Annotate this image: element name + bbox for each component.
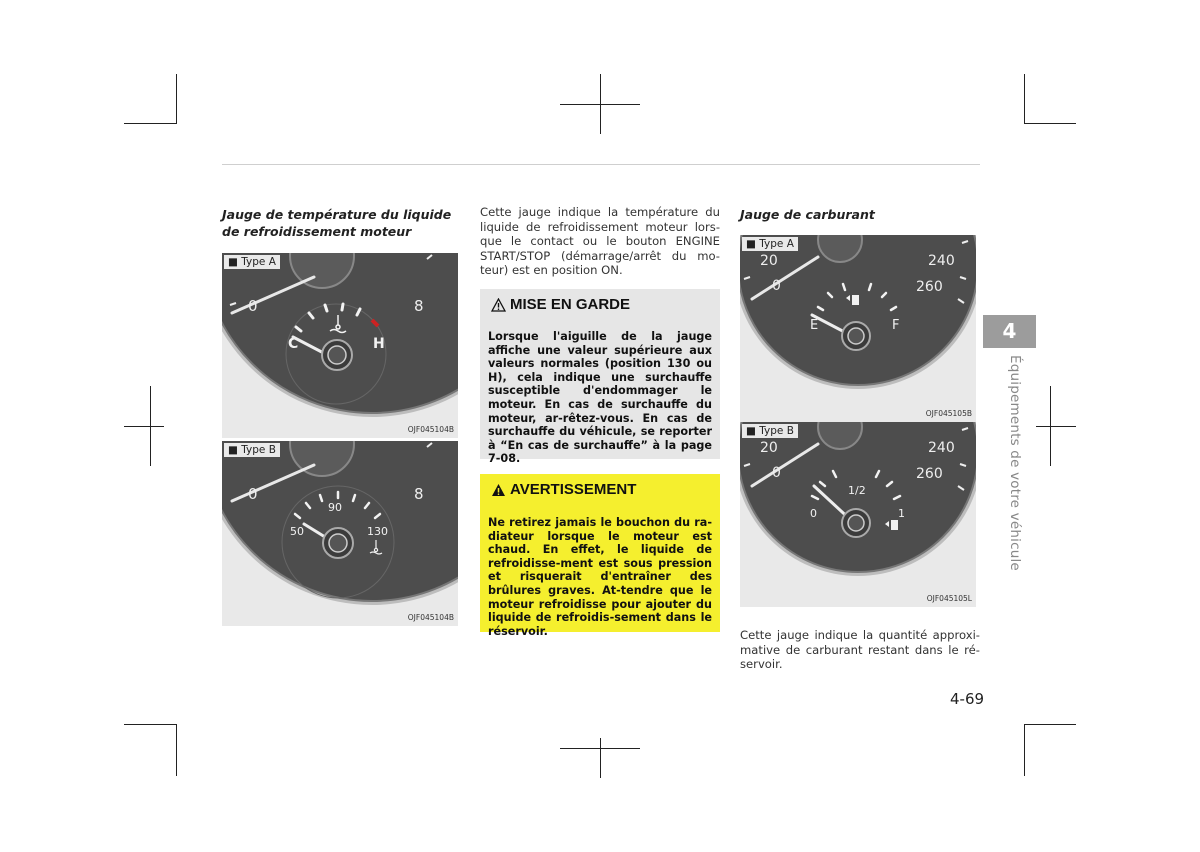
crop-mark [560, 104, 640, 105]
outer-scale-label: 260 [916, 279, 943, 295]
warning-triangle-icon [491, 483, 506, 497]
caution-triangle-icon [491, 298, 506, 312]
crop-mark [124, 724, 176, 725]
coolant-gauge-illustration [222, 441, 458, 626]
coolant-gauge-figure-type-b [222, 441, 458, 626]
crop-mark [176, 74, 177, 124]
crop-mark [1036, 426, 1076, 427]
warning-box [480, 474, 720, 638]
inner-scale-label: H [373, 336, 385, 352]
figure-type-label: ■ Type A [742, 237, 798, 251]
warning-text: Ne retirez jamais le bouchon du ra-diateur lorsque le moteur est chaud. En effet, le liquide de refroidisse-ment est sous pression et risquerait d'entraîner des brûlures graves. At-tendre que le moteur refroidisse pour ajouter du liquide de refroidis-sement dans le réservoir. [488, 516, 712, 638]
outer-scale-label: 240 [928, 253, 955, 269]
crop-mark [124, 426, 164, 427]
crop-mark [560, 748, 640, 749]
figure-type-label: ■ Type A [224, 255, 280, 269]
warning-title: AVERTISSEMENT [510, 481, 637, 498]
header-rule [222, 164, 980, 165]
outer-scale-label: 0 [772, 278, 781, 294]
outer-scale-label: 0 [248, 297, 258, 315]
crop-mark [600, 738, 601, 778]
outer-scale-label: 8 [414, 297, 424, 315]
crop-mark [1024, 724, 1025, 776]
figure-code: OJF045104B [407, 425, 454, 434]
fuel-gauge-heading: Jauge de carburant [740, 207, 875, 222]
outer-scale-label: 0 [772, 465, 781, 481]
crop-mark [124, 123, 176, 124]
fuel-gauge-illustration [740, 235, 976, 422]
crop-mark [176, 724, 177, 776]
coolant-gauge-figure-type-a [222, 253, 458, 438]
coolant-gauge-illustration [222, 253, 458, 438]
outer-scale-label: 20 [760, 440, 778, 456]
inner-scale-label: 130 [367, 525, 388, 538]
fuel-gauge-figure-type-b [740, 422, 976, 607]
inner-scale-label: E [810, 318, 819, 333]
caution-text: Lorsque l'aiguille de la jauge affiche une valeur supérieure aux valeurs normales (position 130 ou H), cela indique une surchauffe susceptible d'endommager le moteur. En cas de surchauffe du moteur, ar-rêtez-vous. En cas de surchauffe du véhicule, se reporter à “En cas de surchauffe” à la page 7-08. [488, 330, 712, 466]
page-number: 4-69 [950, 690, 985, 708]
coolant-gauge-description: Cette jauge indique la température du liquide de refroidissement moteur lors-que le contact ou le bouton ENGINE START/STOP (démarrage/arrêt du mo-teur) est en position ON. [480, 205, 720, 278]
figure-code: OJF045105B [925, 409, 972, 418]
caution-box [480, 289, 720, 466]
fuel-gauge-description: Cette jauge indique la quantité approxi-mative de carburant restant dans le ré-servoir. [740, 628, 980, 672]
inner-scale-label: 50 [290, 525, 304, 538]
crop-mark [1024, 724, 1076, 725]
inner-scale-label: C [288, 336, 299, 352]
fuel-gauge-illustration [740, 422, 976, 607]
figure-code: OJF045104B [407, 613, 454, 622]
coolant-gauge-heading: Jauge de température du liquide de refroidissement moteur [222, 207, 452, 239]
caution-title: MISE EN GARDE [510, 296, 631, 313]
crop-mark [1024, 74, 1025, 124]
inner-scale-label: 90 [328, 501, 342, 514]
outer-scale-label: 0 [248, 485, 258, 503]
outer-scale-label: 240 [928, 440, 955, 456]
inner-scale-label: 0 [810, 507, 817, 520]
figure-type-label: ■ Type B [742, 424, 798, 438]
crop-mark [1024, 123, 1076, 124]
figure-code: OJF045105L [926, 594, 972, 603]
outer-scale-label: 8 [414, 485, 424, 503]
fuel-gauge-figure-type-a [740, 235, 976, 422]
inner-scale-label: 1/2 [848, 484, 866, 497]
chapter-title: Équipements de votre véhicule [1007, 355, 1023, 571]
outer-scale-label: 260 [916, 466, 943, 482]
outer-scale-label: 20 [760, 253, 778, 269]
inner-scale-label: F [892, 318, 900, 333]
chapter-tab: 4 [983, 315, 1036, 348]
inner-scale-label: 1 [898, 507, 905, 520]
figure-type-label: ■ Type B [224, 443, 280, 457]
